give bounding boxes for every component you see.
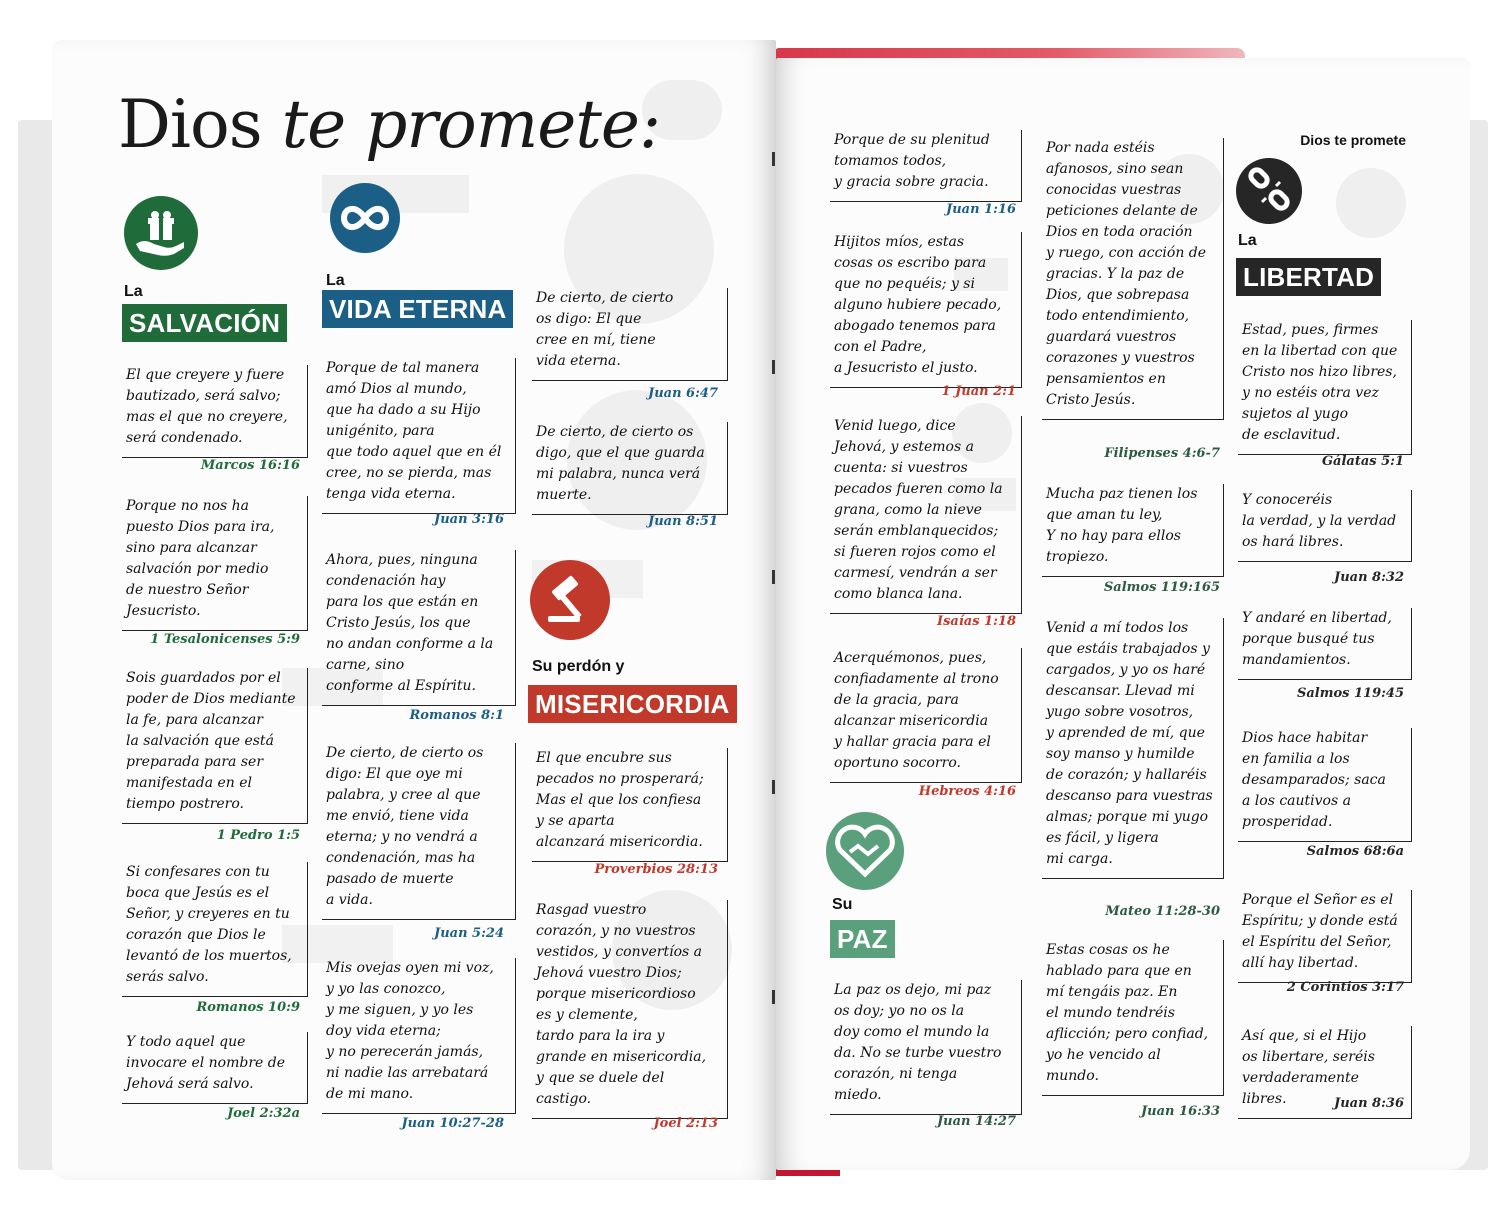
verse-ref: Gálatas 5:1 <box>1321 454 1404 469</box>
binding-mark <box>772 360 775 374</box>
verse-block: Mis ovejas oyen mi voz, y yo las conozco, y me siguen, y yo les doy vida eterna; y no perecerán jamás, ni nadie las arrebatará de mi mano. <box>322 958 516 1114</box>
title-italic: te promete: <box>281 86 661 163</box>
verse-ref: Juan 14:27 <box>937 1114 1016 1129</box>
verse-block: Hijitos míos, estas cosas os escribo para que no pequéis; y si alguno hubiere pecado, abogado tenemos para con el Padre, a Jesucristo el justo. <box>830 232 1022 388</box>
verse-block: Así que, si el Hijo os libertare, seréis verdaderamente libres. <box>1238 1026 1412 1119</box>
verse-block: Porque de su plenitud tomamos todos, y gracia sobre gracia. <box>830 130 1022 202</box>
verse-ref: Juan 3:16 <box>434 512 504 527</box>
verse-ref: Juan 1:16 <box>946 202 1016 217</box>
misericordia-prefix: Su perdón y <box>532 658 625 675</box>
verse-ref: Juan 5:24 <box>434 926 504 941</box>
verse-block: De cierto, de cierto os digo, que el que guarda mi palabra, nunca verá muerte. <box>532 422 728 515</box>
salvacion-prefix: La <box>124 283 143 300</box>
page-title <box>118 86 660 163</box>
verse-block: Acerquémonos, pues, confiadamente al trono de la gracia, para alcanzar misericordia y hallar gracia para el oportuno socorro. <box>830 648 1022 783</box>
verse-ref: Hebreos 4:16 <box>918 784 1016 799</box>
verse-ref: Romanos 8:1 <box>409 708 504 723</box>
left-page <box>52 40 776 1180</box>
verse-block: Porque el Señor es el Espíritu; y donde está el Espíritu del Señor, allí hay libertad. <box>1238 890 1412 983</box>
verse-block: De cierto, de cierto os digo: El que oye mi palabra, y cree al que me envió, tiene vida eterna; y no vendrá a condenación, mas ha pasado de muerte a vida. <box>322 743 516 920</box>
verse-block: Venid luego, dice Jehová, y estemos a cuenta: si vuestros pecados fueren como la grana, como la nieve serán emblanquecidos; si fueren rojos como el carmesí, vendrán a ser como blanca lana. <box>830 416 1022 614</box>
verse-block: El que encubre sus pecados no prosperará; Mas el que los confiesa y se aparta alcanzará misericordia. <box>532 748 728 862</box>
verse-block: Y todo aquel que invocare el nombre de Jehová será salvo. <box>122 1032 308 1104</box>
verse-ref: Joel 2:32a <box>227 1106 300 1121</box>
verse-ref: 1 Pedro 1:5 <box>216 828 300 843</box>
binding-mark <box>772 570 775 584</box>
verse-ref: Juan 16:33 <box>1141 1104 1220 1119</box>
verse-ref: Salmos 119:165 <box>1103 580 1220 595</box>
libertad-prefix: La <box>1238 232 1257 249</box>
verse-block: Y conoceréis la verdad, y la verdad os hará libres. <box>1238 490 1412 562</box>
verse-block: Ahora, pues, ninguna condenación hay para los que están en Cristo Jesús, los que no andan conforme a la carne, sino conforme al Espíritu. <box>322 550 516 706</box>
verse-block: Porque no nos ha puesto Dios para ira, sino para alcanzar salvación por medio de nuestro Señor Jesucristo. <box>122 496 308 631</box>
verse-ref: Juan 8:36 <box>1334 1096 1404 1111</box>
right-page <box>776 58 1470 1170</box>
misericordia-badge: MISERICORDIA <box>528 685 737 723</box>
broken-chain-icon <box>1236 158 1302 224</box>
binding-mark <box>772 780 775 794</box>
verse-ref: Romanos 10:9 <box>196 1000 300 1015</box>
verse-ref: Filipenses 4:6-7 <box>1104 446 1220 461</box>
verse-block: Venid a mí todos los que estáis trabajados y cargados, y yo os haré descansar. Llevad mi yugo sobre vosotros, y aprended de mí, que soy manso y humilde de corazón; y hallaréis descanso para vuestras almas; porque mi yugo es fácil, y ligera mi carga. <box>1042 618 1224 879</box>
binding-mark <box>772 990 775 1004</box>
verse-block: Por nada estéis afanosos, sino sean conocidas vuestras peticiones delante de Dios en toda oración y ruego, con acción de gracias. Y la paz de Dios, que sobrepasa todo entendimiento, guardará vuestros corazones y vuestros pensamientos en Cristo Jesús. <box>1042 138 1224 420</box>
verse-block: Si confesares con tu boca que Jesús es el Señor, y creyeres en tu corazón que Dios le levantó de los muertos, serás salvo. <box>122 862 308 997</box>
vida-prefix: La <box>326 272 345 289</box>
running-head: Dios te promete <box>1300 132 1406 148</box>
verse-block: Porque de tal manera amó Dios al mundo, que ha dado a su Hijo unigénito, para que todo aquel que en él cree, no se pierda, mas tenga vida eterna. <box>322 358 516 514</box>
verse-ref: Marcos 16:16 <box>200 458 300 473</box>
verse-ref: Juan 8:51 <box>648 514 718 529</box>
verse-block: De cierto, de cierto os digo: El que cree en mí, tiene vida eterna. <box>532 288 728 381</box>
verse-ref: Juan 8:32 <box>1334 570 1404 585</box>
verse-ref: Mateo 11:28-30 <box>1105 904 1220 919</box>
verse-block: Mucha paz tienen los que aman tu ley, Y no hay para ellos tropiezo. <box>1042 484 1224 577</box>
verse-ref: Juan 6:47 <box>648 386 718 401</box>
gavel-icon <box>530 560 610 640</box>
verse-block: El que creyere y fuere bautizado, será salvo; mas el que no creyere, será condenado. <box>122 365 308 458</box>
ghost-circle-r2 <box>1336 168 1406 238</box>
verse-ref: 2 Corintios 3:17 <box>1286 980 1404 995</box>
verse-block: Dios hace habitar en familia a los desamparados; saca a los cautivos a prosperidad. <box>1238 728 1412 842</box>
verse-block: Rasgad vuestro corazón, y no vuestros vestidos, y convertíos a Jehová vuestro Dios; porque misericordioso es y clemente, tardo para la ira y grande en misericordia, y que se duele del castigo. <box>532 900 728 1119</box>
verse-block: Estas cosas os he hablado para que en mí tengáis paz. En el mundo tendréis aflicción; pero confiad, yo he vencido al mundo. <box>1042 940 1224 1096</box>
libertad-badge: LIBERTAD <box>1236 258 1381 296</box>
verse-ref: 1 Juan 2:1 <box>941 384 1016 399</box>
title-plain: Dios <box>118 86 262 163</box>
salvacion-badge: SALVACIÓN <box>122 304 287 342</box>
binding-mark <box>772 152 775 166</box>
verse-block: Sois guardados por el poder de Dios mediante la fe, para alcanzar la salvación que está preparada para ser manifestada en el tiempo postrero. <box>122 668 308 824</box>
paz-prefix: Su <box>832 896 853 913</box>
vida-badge: VIDA ETERNA <box>322 290 513 328</box>
verse-ref: Isaías 1:18 <box>937 614 1016 629</box>
verse-ref: 1 Tesalonicenses 5:9 <box>150 632 300 647</box>
verse-ref: Joel 2:13 <box>653 1116 718 1131</box>
verse-ref: Salmos 68:6a <box>1306 844 1404 859</box>
verse-ref: Proverbios 28:13 <box>594 862 718 877</box>
verse-block: La paz os dejo, mi paz os doy; yo no os la doy como el mundo la da. No se turbe vuestro corazón, ni tenga miedo. <box>830 980 1022 1115</box>
verse-ref: Salmos 119:45 <box>1296 686 1404 701</box>
handshake-heart-icon <box>826 812 904 890</box>
gift-hand-icon <box>124 196 198 270</box>
infinity-icon <box>330 183 400 253</box>
verse-block: Estad, pues, firmes en la libertad con que Cristo nos hizo libres, y no estéis otra vez sujetos al yugo de esclavitud. <box>1238 320 1412 455</box>
paz-badge: PAZ <box>830 920 895 958</box>
verse-block: Y andaré en libertad, porque busqué tus mandamientos. <box>1238 608 1412 680</box>
verse-ref: Juan 10:27-28 <box>401 1116 504 1131</box>
